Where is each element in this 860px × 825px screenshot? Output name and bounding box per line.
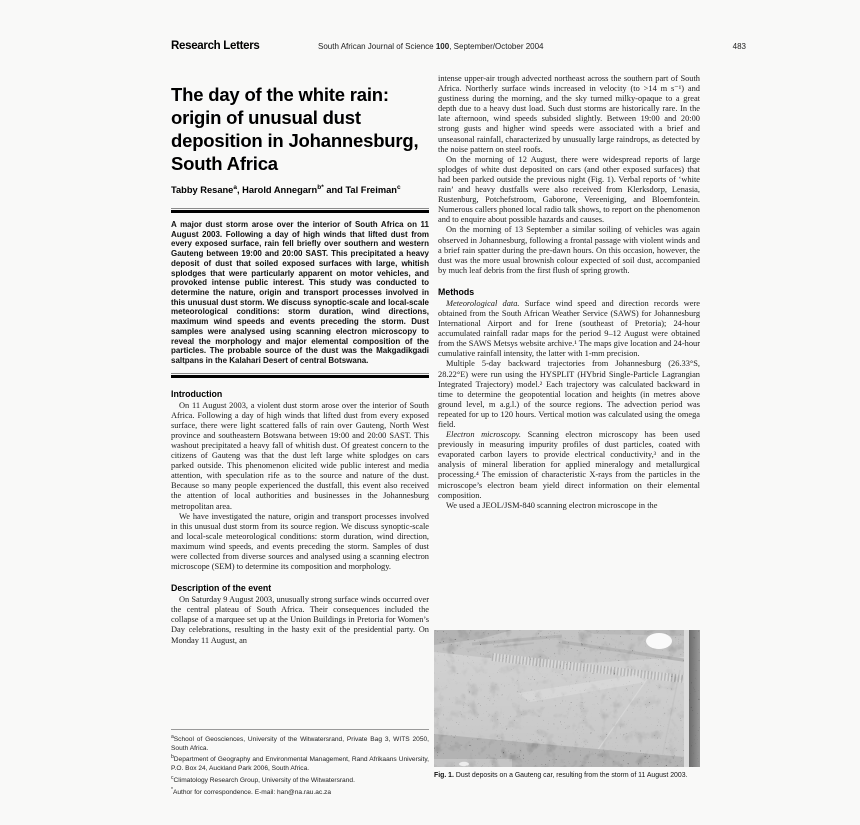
body-paragraph: intense upper-air trough advected northeast across the southern part of South Africa. Northerly surface winds increased in velocity (to >14 m s⁻¹) and gustiness during the morning, and the sky turned milky-opaque to a great depth due to a heavy dust load. Such dust storms are historically rare. In the late afternoon, wind speeds subsided slightly. Between 19:00 and 20:00 strong gusts and higher wind speeds were associated with a brief and unseasonal rainfall, characterized by unusually large raindrops, as detected by the noise pattern on steel roofs. xyxy=(438,74,700,154)
figure-1 xyxy=(434,630,700,781)
journal-issue: , September/October 2004 xyxy=(449,42,544,51)
body-paragraph: On the morning of 12 August, there were widespread reports of large splodges of white dust deposited on cars (and other exposed surfaces) that had been parked outside the previous night (Fig. 1). Verbal reports of ‘white rain’ and heavy dustfalls were also received from Klerksdorp, Lenasia, Rustenburg, Potchefstroom, Gaborone, Vereeniging, and Bloemfontein. Numerous callers phoned local radio talk shows, to report on the phenomenon and to enquire about possible hazards and causes. xyxy=(438,154,700,225)
footnote-marker: b xyxy=(171,754,174,761)
abstract-text: A major dust storm arose over the interior of South Africa on 11 August 2003. Following a day of high winds that lifted dust from every exposed surface, rain fell briefly over southern and western Gauteng between 19:00 and 20:00 SAST. This precipitated a heavy deposit of dust that soiled exposed surfaces with large, whitish splodges that were particularly apparent on motor vehicles, and provoked intense public interest. This study was conducted to determine the nature, origin and transport processes involved in this unusual dust storm. We discuss synoptic-scale and local-scale meteorological conditions: storm duration, wind directions, maximum wind speeds and events preceding the storm. Dust samples were analysed using scanning electron microscopy to reveal the morphology and major elemental composition of the particles. The probable source of the dust was the Makgadikgadi saltpans in the Kalahari Desert of central Botswana. xyxy=(171,220,429,365)
author-name: Tal Freiman xyxy=(345,185,397,196)
figure-caption-label: Fig. 1. xyxy=(434,772,454,779)
author-separator: , xyxy=(236,185,243,196)
figure-caption xyxy=(434,772,700,781)
journal-volume: 100 xyxy=(435,42,450,51)
body-paragraph: We have investigated the nature, origin and transport processes involved in this unusual dust storm from its source region. We discuss synoptic-scale and local-scale meteorological conditions: storm duration, wind direction, maximum wind speeds, and events preceding the storm. Samples of dust were collected from diverse sources and analysed using a scanning electron microscope (SEM) to determine its composition and morphology. xyxy=(171,511,429,572)
author-affiliation-mark: b* xyxy=(317,184,324,191)
footnote-marker: c xyxy=(171,774,174,781)
footnote-item: $^c$Climatology Research Group, University of the Witwatersrand. xyxy=(171,774,355,784)
section-label: Research Letters xyxy=(171,40,260,52)
body-paragraph: On 11 August 2003, a violent dust storm arose over the interior of South Africa. Following a day of high winds that lifted dust from every exposed surface, there were light scattered falls of rain over Gauteng, North West province and southeastern Botswana between 19:00 and 20:00 SAST. This washout precipitated a heavy fall of whitish dust. Of greatest concern to the citizens of Gauteng was that the dust left large white splodges on cars parked outside. This phenomenon elicited wide public interest and media attention, with speculation rife as to the source and nature of the dust. Because so many people experienced the dustfall, this event also received the attention of local authorities and businesses in the Johannesburg metropolitan area. xyxy=(171,400,429,511)
footnote-list xyxy=(171,733,429,797)
page-number: 483 xyxy=(732,42,746,51)
journal-name: South African Journal of Science xyxy=(318,42,436,51)
footnote-item: $^a$School of Geosciences, University of the Witwatersrand, Private Bag 3, WITS 2050, South Africa. xyxy=(171,734,429,752)
figure-photo-dusty-car xyxy=(434,630,700,767)
author-name: Harold Annegarn xyxy=(242,185,318,196)
left-column xyxy=(171,75,429,646)
right-column-body xyxy=(438,74,700,511)
left-column-body xyxy=(171,389,429,646)
author-line xyxy=(171,184,429,195)
section-heading: Methods xyxy=(438,286,475,297)
figure-caption-text: Dust deposits on a Gauteng car, resulting from the storm of 11 August 2003. xyxy=(453,772,688,779)
article-title: The day of the white rain: origin of unusual dust deposition in Johannesburg, South Africa xyxy=(171,84,419,174)
author-separator: and xyxy=(323,185,346,196)
paragraph-lead: Meteorological data. xyxy=(446,298,520,308)
body-paragraph: Multiple 5-day backward trajectories from Johannesburg (26.33°S, 28.22°E) were run using the HYSPLIT (HYbrid Single-Particle Lagrangian Integrated Trajectory) model.² Each trajectory was calculated backward in time to determine the geopotential location and heights (in metres above ground level, m a.g.l.) of the source regions. The advection period was repeated for up to 120 hours. Vertical motion was calculated using the omega field. xyxy=(438,359,700,429)
paragraph-lead: Electron microscopy. xyxy=(446,430,522,440)
abstract-bottom-rule xyxy=(171,373,429,378)
section-heading: Introduction xyxy=(171,388,223,399)
section-heading: Description of the event xyxy=(171,583,272,594)
footnote-item: $^b$Department of Geography and Environmental Management, Rand Afrikaans University, P.O. Box 24, Auckland Park 2006, South Africa. xyxy=(171,754,429,773)
body-paragraph: On the morning of 13 September a similar soiling of vehicles was again observed in Johannesburg, following a frontal passage with violent winds and a brief rain spatter during the pre-dawn hours. On this occasion, however, the dust was the more usual brownish colour expected of soil dust, accompanied by much leaf debris from the first flush of spring growth. xyxy=(438,225,700,275)
body-paragraph: Electron microscopy. Scanning electron microscopy has been used previously in measuring impurity profiles of dust particles, coated with evaporated carbon layers to provide electrical conductivity,³ and in the analysis of mineral liberation for applied mineralogy and metallurgical processing.⁴ The emission of characteristic X-rays from the particles in the microscope’s electron beam yield direct information on their elemental composition. xyxy=(438,430,700,500)
body-paragraph: On Saturday 9 August 2003, unusually strong surface winds occurred over the central plateau of South Africa. Their consequences included the collapse of a marquee set up at the Union Buildings in Pretoria for Women’s Day celebrations, resulting in the hasty exit of the presidential party. On Monday 11 August, an xyxy=(171,595,429,645)
author-affiliation-mark: c xyxy=(396,184,401,191)
running-head xyxy=(171,40,761,54)
abstract-top-rule xyxy=(171,208,429,213)
body-paragraph: Meteorological data. Surface wind speed and direction records were obtained from the South African Weather Service (SAWS) for Johannesburg International Airport and for Irene (southeast of Pretoria); 24-hour accumulated rainfall radar maps for the period 9–12 August were obtained from the SAWS Metsys website archive.¹ The maps give location and 24-hour cumulative rainfall intensity, the latter with 1-mm precision. xyxy=(438,298,700,359)
author-affiliation-mark: a xyxy=(233,184,237,191)
body-paragraph: We used a JEOL/JSM-840 scanning electron microscope in the xyxy=(446,500,658,510)
footnote-item: *Author for correspondence. E-mail: han@na.rau.ac.za xyxy=(171,786,332,796)
right-column xyxy=(438,74,700,511)
footnote-marker: a xyxy=(171,734,174,740)
footnote-rule xyxy=(171,729,429,730)
footnote-marker: * xyxy=(171,786,173,793)
author-name: Tabby Resane xyxy=(171,185,234,196)
journal-title-line xyxy=(318,42,544,51)
footnote-block xyxy=(171,729,429,797)
